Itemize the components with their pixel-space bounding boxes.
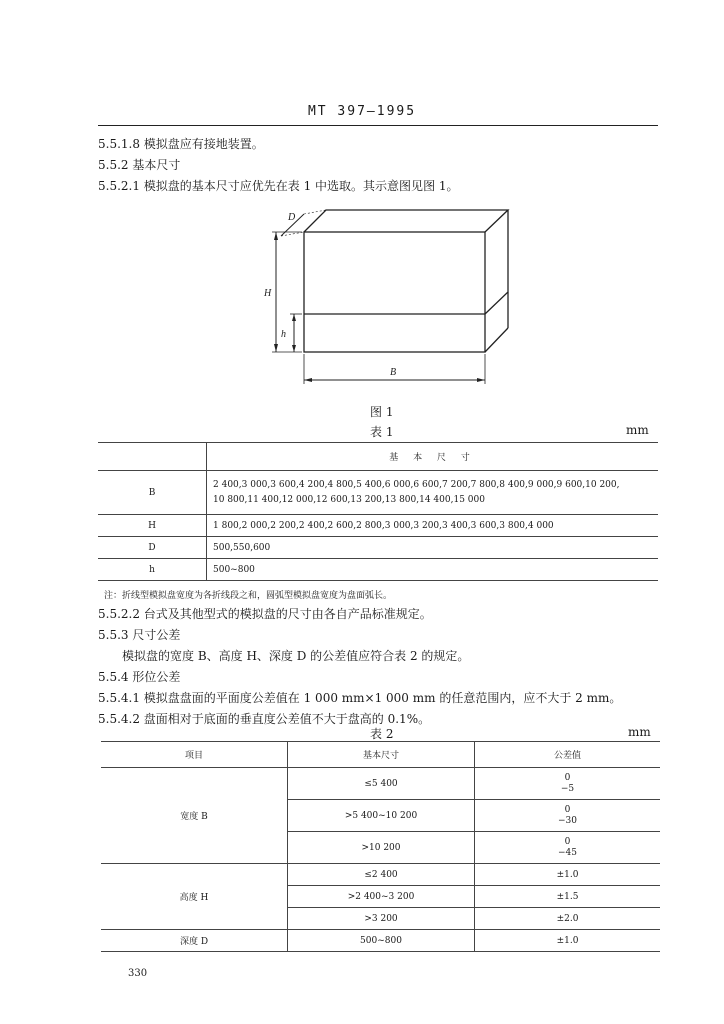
width-size-3: >10 200 — [288, 832, 475, 864]
B-values-line-2: 10 800,11 400,12 000,12 600,13 200,13 800,14 400,15 000 — [213, 494, 485, 505]
box-front-face — [304, 232, 485, 352]
D-values: 500,550,600 — [207, 537, 659, 559]
width-size-1: ≤5 400 — [288, 768, 475, 800]
table-2-unit: mm — [628, 725, 651, 739]
label-h: h — [281, 329, 286, 340]
clause-5-5-2-1: 5.5.2.1 模拟盘的基本尺寸应优先在表 1 中选取。其示意图见图 1。 — [98, 179, 459, 193]
table-1-unit: mm — [626, 423, 649, 437]
label-B: B — [390, 367, 397, 378]
header-rule — [98, 125, 658, 126]
label-H: H — [264, 288, 272, 299]
table-1-title: 表 1 — [370, 425, 394, 439]
table-row — [101, 864, 660, 886]
depth-size-1: 500~800 — [288, 930, 475, 952]
table-row — [98, 559, 658, 581]
header-item: 项目 — [101, 742, 288, 768]
table-row — [98, 537, 658, 559]
width-tol-2: 0 −30 — [475, 800, 661, 832]
table-row — [101, 768, 660, 800]
figure-1-box-diagram — [236, 200, 526, 395]
clause-5-5-4-1: 5.5.4.1 模拟盘盘面的平面度公差值在 1 000 mm×1 000 mm 的任意范围内，应不大于 2 mm。 — [98, 691, 622, 705]
table-row — [98, 515, 658, 537]
height-tol-2: ±1.5 — [475, 886, 661, 908]
width-B-label: 宽度 B — [101, 768, 288, 864]
table-1 — [98, 442, 658, 581]
table-row — [98, 471, 658, 515]
height-size-3: >3 200 — [288, 908, 475, 930]
page-number: 330 — [128, 968, 148, 979]
width-tol-1: 0 −5 — [475, 768, 661, 800]
clause-5-5-3-heading: 5.5.3 尺寸公差 — [98, 628, 181, 642]
table-1-header: 基 本 尺 寸 — [207, 443, 659, 471]
height-size-2: >2 400~3 200 — [288, 886, 475, 908]
height-H-label: 高度 H — [101, 864, 288, 930]
row-label-h: h — [98, 559, 207, 581]
depth-tol-1: ±1.0 — [475, 930, 661, 952]
figure-1-caption: 图 1 — [370, 405, 394, 419]
H-values: 1 800,2 000,2 200,2 400,2 600,2 800,3 000,3 200,3 400,3 600,3 800,4 000 — [207, 515, 659, 537]
clause-5-5-4-2: 5.5.4.2 盘面相对于底面的垂直度公差值不大于盘高的 0.1%。 — [98, 712, 431, 726]
header-tolerance: 公差值 — [475, 742, 661, 768]
table-row — [101, 930, 660, 952]
label-D: D — [288, 212, 296, 223]
table-1-note: 注：折线型模拟盘宽度为各折线段之和，圆弧型模拟盘宽度为盘面弧长。 — [104, 591, 393, 601]
row-label-D: D — [98, 537, 207, 559]
clause-5-5-2-2: 5.5.2.2 台式及其他型式的模拟盘的尺寸由各自产品标准规定。 — [98, 607, 432, 621]
height-size-1: ≤2 400 — [288, 864, 475, 886]
height-tol-1: ±1.0 — [475, 864, 661, 886]
width-tol-3: 0 −45 — [475, 832, 661, 864]
row-label-H: H — [98, 515, 207, 537]
standard-code-header: MT 397—1995 — [307, 104, 417, 119]
clause-5-5-4-heading: 5.5.4 形位公差 — [98, 670, 181, 684]
h-values: 500~800 — [207, 559, 659, 581]
clause-5-5-1-8: 5.5.1.8 模拟盘应有接地装置。 — [98, 137, 264, 151]
width-size-2: >5 400~10 200 — [288, 800, 475, 832]
clause-5-5-2-heading: 5.5.2 基本尺寸 — [98, 158, 181, 172]
clause-5-5-3-body: 模拟盘的宽度 B、高度 H、深度 D 的公差值应符合表 2 的规定。 — [122, 649, 470, 663]
table-2-title: 表 2 — [370, 727, 394, 741]
row-label-B: B — [98, 471, 207, 515]
B-values-line-1: 2 400,3 000,3 600,4 200,4 800,5 400,6 000,6 600,7 200,7 800,8 400,9 000,9 600,10 200, — [213, 479, 620, 490]
table-2 — [101, 741, 660, 952]
header-size: 基本尺寸 — [288, 742, 475, 768]
depth-D-label: 深度 D — [101, 930, 288, 952]
height-tol-3: ±2.0 — [475, 908, 661, 930]
